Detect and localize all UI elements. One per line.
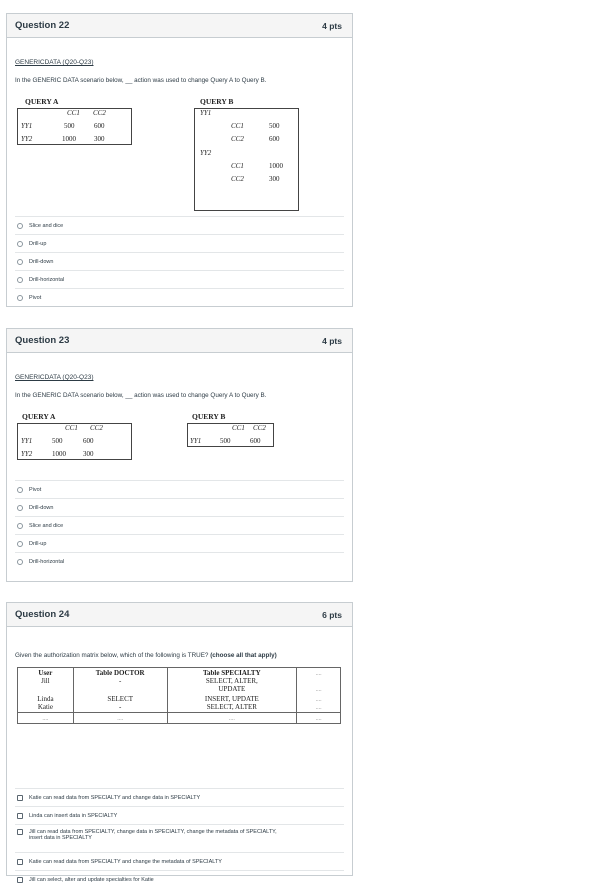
question-23 <box>6 328 353 582</box>
table-row <box>18 668 341 695</box>
cell-specialty: UPDATE <box>218 685 246 693</box>
question-title: Question 24 <box>15 609 70 620</box>
radio-button[interactable] <box>17 223 23 229</box>
query-a-col2: CC2 <box>93 109 106 117</box>
query-b-group: YY2 <box>200 149 212 157</box>
header-doctor: Table DOCTOR <box>95 669 145 677</box>
header-specialty: Table SPECIALTY <box>203 669 261 677</box>
checkbox[interactable] <box>17 877 23 883</box>
table-cell <box>73 668 167 695</box>
query-b-label: QUERY B <box>192 412 226 421</box>
checkbox[interactable] <box>17 795 23 801</box>
cell-doctor: - <box>119 703 122 711</box>
radio-button[interactable] <box>17 541 23 547</box>
answer-label: Drill-horizontal <box>29 558 65 565</box>
query-a-row: YY2 <box>21 135 33 143</box>
question-body <box>7 353 352 581</box>
table-row <box>18 713 341 724</box>
query-a-row: YY1 <box>21 437 33 445</box>
answer-option[interactable] <box>15 516 344 534</box>
checkbox[interactable] <box>17 829 23 835</box>
answer-list <box>15 216 344 306</box>
query-a-col1: CC1 <box>67 109 80 117</box>
answer-list <box>15 788 344 888</box>
cell-more: .... <box>315 671 322 677</box>
query-a-col2: CC2 <box>90 424 103 432</box>
answer-label: Drill-up <box>29 540 47 547</box>
question-header <box>7 329 352 353</box>
table-cell <box>167 713 297 724</box>
answer-option[interactable] <box>15 824 344 852</box>
table-cell <box>18 713 74 724</box>
answer-label-line: Jill can read data from SPECIALTY, change data in SPECIALTY, change the metadata of SPECIALTY, <box>29 829 277 835</box>
answer-label: Drill-down <box>29 258 54 265</box>
answer-label: Katie can read data from SPECIALTY and change the metadata of SPECIALTY <box>29 858 222 865</box>
cell-doctor: SELECT <box>107 695 134 703</box>
query-a-value: 300 <box>94 135 105 143</box>
answer-label: Drill-horizontal <box>29 276 65 283</box>
query-a-value: 500 <box>52 437 63 445</box>
query-a-label: QUERY A <box>25 97 59 106</box>
question-title: Question 23 <box>15 335 70 346</box>
question-prompt: In the GENERIC DATA scenario below, __ action was used to change Query A to Query B. <box>15 77 267 84</box>
radio-button[interactable] <box>17 241 23 247</box>
answer-option[interactable] <box>15 270 344 288</box>
query-a-row: YY1 <box>21 122 33 130</box>
query-b-value: 600 <box>250 437 261 445</box>
question-title: Question 22 <box>15 20 70 31</box>
table-cell <box>297 713 341 724</box>
query-a-value: 500 <box>64 122 75 130</box>
table-cell <box>18 668 74 695</box>
cell-doctor: - <box>119 677 122 685</box>
answer-list <box>15 480 344 570</box>
question-points: 6 pts <box>322 609 342 620</box>
query-b-value: 500 <box>220 437 231 445</box>
header-user: User <box>38 669 53 677</box>
answer-label: Katie can read data from SPECIALTY and change data in SPECIALTY <box>29 794 201 801</box>
query-b-table <box>194 108 299 211</box>
answer-label: Linda can insert data in SPECIALTY <box>29 812 118 819</box>
query-b-group: YY1 <box>200 109 212 117</box>
table-row <box>18 694 341 713</box>
query-b-col: CC1 <box>231 162 244 170</box>
answer-label: Jill can select, alter and update specialties for Katie <box>29 876 154 883</box>
query-b-value: 300 <box>269 175 280 183</box>
table-cell <box>297 668 341 695</box>
query-b-col: CC2 <box>231 175 244 183</box>
question-header <box>7 14 352 38</box>
cell-specialty: INSERT, UPDATE <box>204 695 259 703</box>
scenario-link[interactable]: GENERICDATA (Q20-Q23) <box>15 59 94 66</box>
table-cell <box>167 668 297 695</box>
radio-button[interactable] <box>17 277 23 283</box>
radio-button[interactable] <box>17 259 23 265</box>
radio-button[interactable] <box>17 559 23 565</box>
question-22 <box>6 13 353 307</box>
cell-specialty: SELECT, ALTER <box>206 703 257 711</box>
cell-more: .... <box>117 716 124 722</box>
question-points: 4 pts <box>322 20 342 31</box>
question-prompt-emphasis: (choose all that apply) <box>210 652 277 659</box>
cell-user: Katie <box>37 703 53 711</box>
answer-option[interactable] <box>15 234 344 252</box>
table-cell <box>73 694 167 713</box>
table-cell <box>167 694 297 713</box>
answer-option[interactable] <box>15 498 344 516</box>
answer-label: Drill-up <box>29 240 47 247</box>
answer-label: Pivot <box>29 294 42 301</box>
cell-more: .... <box>42 716 49 722</box>
answer-option[interactable] <box>15 480 344 498</box>
answer-option[interactable] <box>15 870 344 888</box>
query-b-label: QUERY B <box>200 97 234 106</box>
answer-label: Slice and dice <box>29 522 64 529</box>
answer-option[interactable] <box>15 852 344 870</box>
radio-button[interactable] <box>17 295 23 301</box>
authorization-matrix <box>17 667 341 724</box>
table-cell <box>18 694 74 713</box>
question-body <box>7 627 352 883</box>
query-a-row: YY2 <box>21 450 33 458</box>
cell-more: .... <box>228 716 235 722</box>
cell-specialty: SELECT, ALTER, <box>205 677 258 685</box>
radio-button[interactable] <box>17 523 23 529</box>
answer-option[interactable] <box>15 552 344 570</box>
query-a-value: 300 <box>83 450 94 458</box>
cell-more: .... <box>315 705 322 711</box>
query-b-col1: CC1 <box>232 424 245 432</box>
question-points: 4 pts <box>322 335 342 346</box>
query-a-label: QUERY A <box>22 412 56 421</box>
query-b-col: CC2 <box>231 135 244 143</box>
query-a-value: 1000 <box>62 135 76 143</box>
answer-label: Drill-down <box>29 504 54 511</box>
answer-label-line: insert data in SPECIALTY <box>29 835 92 841</box>
radio-button[interactable] <box>17 505 23 511</box>
query-b-value: 1000 <box>269 162 283 170</box>
query-a-value: 600 <box>94 122 105 130</box>
answer-label: Pivot <box>29 486 42 493</box>
question-body <box>7 38 352 306</box>
answer-option[interactable] <box>15 288 344 306</box>
answer-option[interactable] <box>15 806 344 824</box>
answer-label <box>29 829 277 841</box>
cell-more: .... <box>315 716 322 722</box>
cell-more: .... <box>315 697 322 703</box>
query-a-value: 600 <box>83 437 94 445</box>
radio-button[interactable] <box>17 487 23 493</box>
cell-user: Jill <box>41 677 50 685</box>
table-cell <box>297 694 341 713</box>
question-prompt <box>15 652 277 659</box>
checkbox[interactable] <box>17 859 23 865</box>
answer-label: Slice and dice <box>29 222 64 229</box>
query-a-col1: CC1 <box>65 424 78 432</box>
question-prompt-text: Given the authorization matrix below, which of the following is TRUE? <box>15 652 209 659</box>
question-prompt: In the GENERIC DATA scenario below, __ action was used to change Query A to Query B. <box>15 392 267 399</box>
query-b-value: 500 <box>269 122 280 130</box>
table-cell <box>73 713 167 724</box>
scenario-link[interactable]: GENERICDATA (Q20-Q23) <box>15 374 94 381</box>
query-b-value: 600 <box>269 135 280 143</box>
answer-option[interactable] <box>15 788 344 806</box>
query-b-col2: CC2 <box>253 424 266 432</box>
question-24 <box>6 602 353 883</box>
answer-option[interactable] <box>15 216 344 234</box>
checkbox[interactable] <box>17 813 23 819</box>
cell-more: .... <box>315 687 322 693</box>
question-header <box>7 603 352 627</box>
cell-user: Linda <box>37 695 54 703</box>
query-b-col: CC1 <box>231 122 244 130</box>
query-b-row: YY1 <box>190 437 202 445</box>
query-a-value: 1000 <box>52 450 66 458</box>
answer-option[interactable] <box>15 534 344 552</box>
answer-option[interactable] <box>15 252 344 270</box>
